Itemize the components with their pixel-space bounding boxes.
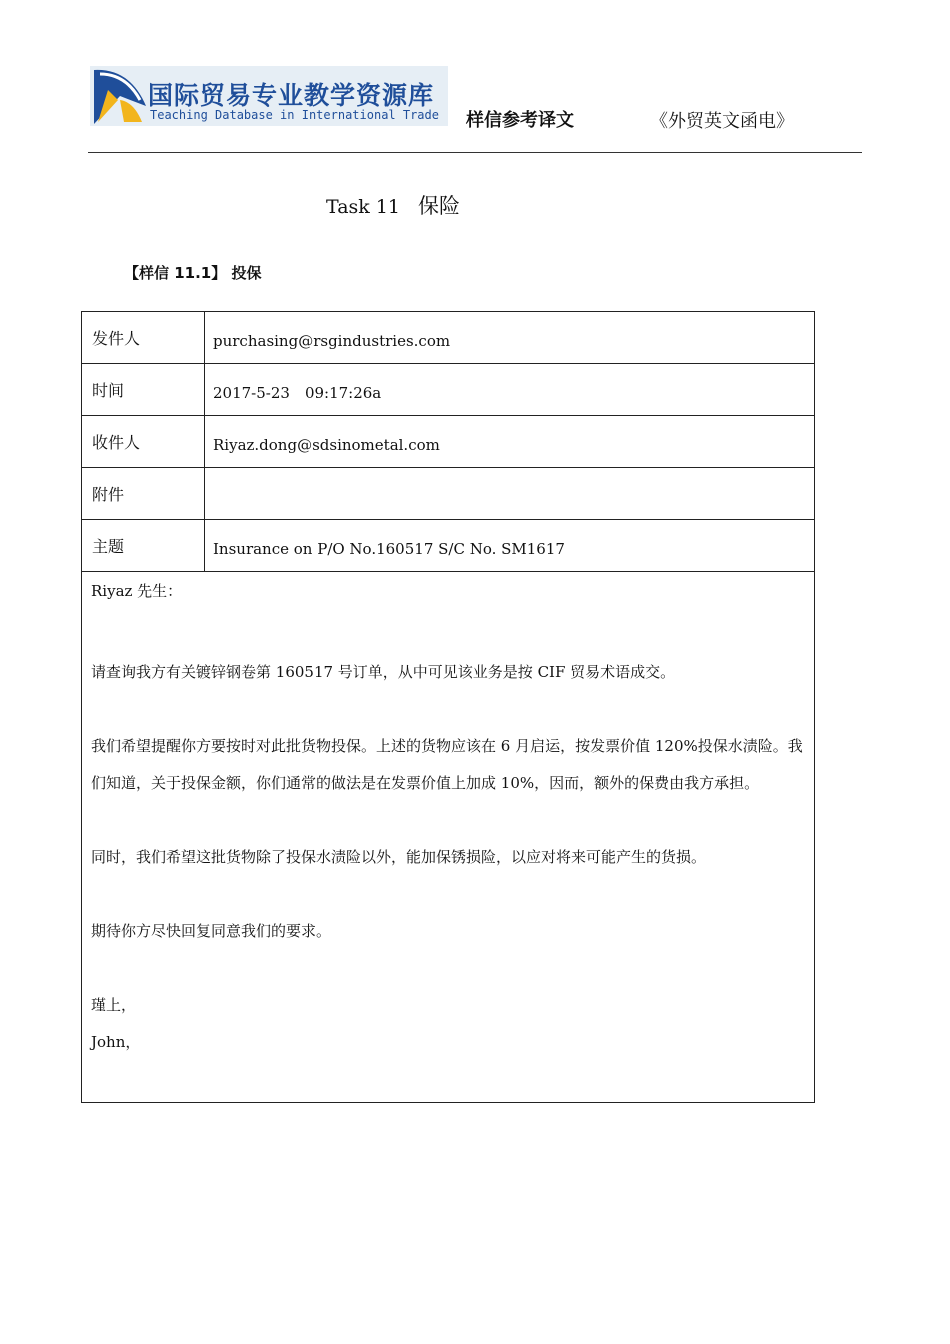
to-value: Riyaz.dong@sdsinometal.com: [205, 416, 815, 468]
task-heading: [326, 190, 460, 220]
paragraph-4: 期待你方尽快回复同意我们的要求。: [91, 922, 332, 940]
page-header: [88, 66, 862, 153]
attachment-value: [205, 468, 815, 520]
email-row-to: [82, 416, 815, 468]
email-row-body: [82, 572, 815, 1103]
email-body: [82, 572, 815, 1103]
paragraph-1: 请查询我方有关镀锌钢卷第 160517 号订单，从中可见该业务是按 CIF 贸易术语成交。: [91, 663, 676, 681]
logo: [90, 66, 448, 126]
from-value: purchasing@rsgindustries.com: [205, 312, 815, 364]
email-row-from: [82, 312, 815, 364]
time-label: 时间: [82, 364, 205, 416]
from-label: 发件人: [82, 312, 205, 364]
time-value: 2017-5-23 09:17:26a: [205, 364, 815, 416]
task-title: 保险: [418, 194, 461, 218]
email-row-subject: [82, 520, 815, 572]
doc-title: 样信参考译文: [466, 110, 574, 131]
greeting: Riyaz 先生：: [91, 582, 183, 600]
subject-value: Insurance on P/O No.160517 S/C No. SM1617: [205, 520, 815, 572]
attachment-label: 附件: [82, 468, 205, 520]
email-row-attachment: [82, 468, 815, 520]
closing: 瑾上，: [91, 996, 137, 1014]
email-row-time: [82, 364, 815, 416]
logo-emblem-icon: [90, 66, 150, 126]
task-number: Task 11: [326, 196, 401, 218]
paragraph-2: 我们希望提醒你方要按时对此批货物投保。上述的货物应该在 6 月启运，按发票价值 120%投保水渍险。我们知道，关于投保金额，你们通常的做法是在发票价值上加成 10%，因而，额外的保费由我方承担。: [91, 737, 803, 792]
section-title: 【样信 11.1】 投保: [124, 264, 262, 282]
to-label: 收件人: [82, 416, 205, 468]
logo-cn-text: 国际贸易专业教学资源库: [148, 81, 435, 110]
subject-label: 主题: [82, 520, 205, 572]
signature: John，: [91, 1033, 141, 1051]
paragraph-3: 同时，我们希望这批货物除了投保水渍险以外，能加保锈损险，以应对将来可能产生的货损。: [91, 848, 707, 866]
book-title: 《外贸英文函电》: [650, 111, 794, 132]
logo-en-text: Teaching Database in International Trade: [150, 108, 439, 122]
email-table: [81, 311, 815, 1103]
